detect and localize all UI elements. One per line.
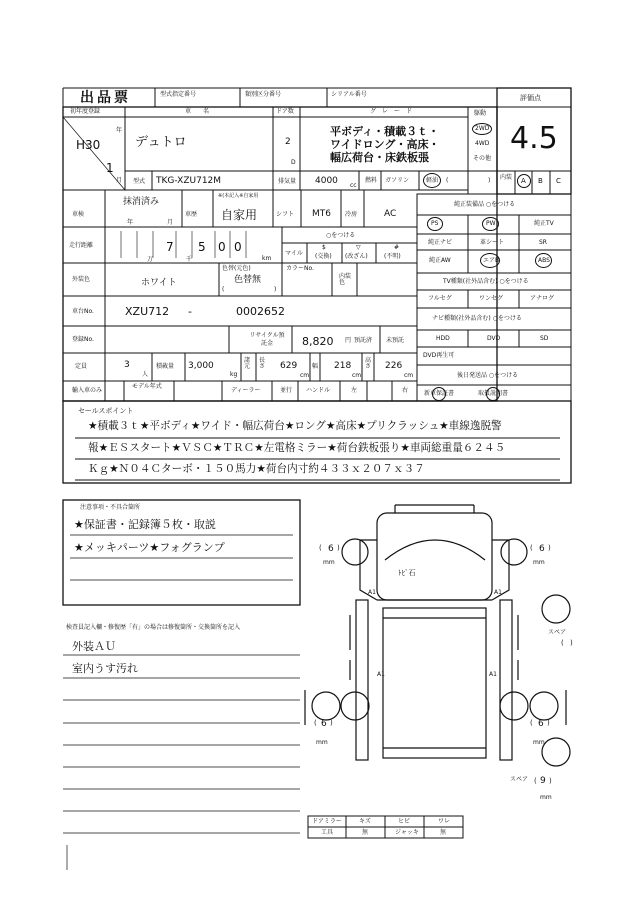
tire-fl-paren-close: ) bbox=[337, 544, 340, 552]
color-change-label: 色替(元色) bbox=[222, 265, 251, 272]
navi-sd: SD bbox=[540, 335, 549, 342]
glass-jack-label: ジャッキ bbox=[395, 829, 419, 836]
capacity-label: 定員 bbox=[75, 363, 88, 370]
tire-rr-paren: ( bbox=[530, 719, 533, 727]
width-unit: cm bbox=[352, 372, 362, 379]
tv-analog: アナログ bbox=[530, 295, 555, 302]
inspector-line-2: 室内うす汚れ bbox=[72, 662, 138, 675]
sales-line-3: Ｋｇ★Ｎ０４Ｃターボ・１５０馬力★荷台内寸約４３３ｘ２０７ｘ３７ bbox=[88, 463, 425, 475]
spare-bottom: 9 bbox=[540, 776, 546, 786]
drive-other: その他 bbox=[473, 155, 492, 162]
height-unit: cm bbox=[404, 372, 414, 379]
inspection-value: 抹消済み bbox=[123, 197, 160, 207]
inspector-title: 検査員記入欄・修復歴「有」の場合は修復箇所・交換箇所を記入 bbox=[66, 624, 241, 631]
equip-tv: 純正TV bbox=[534, 220, 554, 227]
interior-label: 内装 bbox=[500, 174, 513, 181]
displacement-unit: cc bbox=[350, 182, 357, 189]
opt-tamper-sym: ▽ bbox=[356, 244, 361, 251]
interior-a: A bbox=[521, 177, 526, 185]
navi-dvd: DVD bbox=[487, 335, 501, 342]
inspector-line-1: 外装ＡＵ bbox=[72, 640, 116, 653]
spare-bottom-label: スペア bbox=[510, 776, 529, 783]
width-value: 218 bbox=[334, 361, 352, 371]
usage-note: ※(本記入※自家用 bbox=[218, 193, 259, 199]
sales-title: セールスポイント bbox=[78, 407, 134, 415]
tire-fr-unit: mm bbox=[533, 559, 545, 566]
usage-label: 車歴 bbox=[185, 211, 198, 218]
doors-value: 2 bbox=[285, 137, 291, 147]
displacement-label: 排気量 bbox=[278, 178, 297, 185]
equip-sr: SR bbox=[539, 239, 547, 246]
model-value: TKG-XZU712M bbox=[156, 176, 222, 186]
mileage-km-unit: km bbox=[262, 255, 272, 262]
tire-rr-paren-close: ) bbox=[547, 719, 550, 727]
glass-jack-value: 無 bbox=[440, 829, 447, 836]
equip-aw: 純正AW bbox=[429, 257, 451, 264]
width-label: 幅 bbox=[312, 363, 319, 370]
height-label: 高さ bbox=[365, 357, 372, 370]
ac-label: 冷房 bbox=[345, 211, 358, 218]
car-name-label: 車 名 bbox=[185, 108, 210, 115]
grade-label: グ レ ー ド bbox=[370, 108, 413, 115]
mileage-label: 走行距離 bbox=[69, 242, 94, 249]
first-reg-label: 初年度登録 bbox=[70, 108, 101, 115]
fuel-label: 燃料 bbox=[365, 177, 378, 184]
chassis-number: 0002652 bbox=[236, 305, 285, 318]
equip-abs: ABS bbox=[538, 257, 550, 264]
spare-bottom-paren-close: ) bbox=[549, 777, 552, 785]
spare-bottom-paren: ( bbox=[534, 777, 537, 785]
opt-unknown: (不明) bbox=[384, 253, 401, 260]
color-paren-close: ) bbox=[274, 286, 277, 293]
equip-ps: PS bbox=[431, 220, 439, 227]
color-value: ホワイト bbox=[141, 278, 177, 288]
displacement-value: 4000 bbox=[315, 176, 338, 186]
a1-right-front: A1 bbox=[494, 589, 502, 596]
glass-header-scratch: キズ bbox=[359, 818, 371, 825]
drive-4wd: 4WD bbox=[475, 140, 490, 147]
color-label: 外装色 bbox=[72, 276, 91, 283]
color-no-label: カラーNo. bbox=[286, 265, 314, 272]
tire-fr-paren: ( bbox=[530, 544, 533, 552]
mileage-digit-1: 7 bbox=[166, 240, 174, 254]
glass-header-mirror: ドアミラー bbox=[312, 818, 342, 825]
tire-rr: 6 bbox=[538, 719, 544, 729]
recycle-label: リサイクル預託金 bbox=[249, 332, 285, 347]
sheet-title: 出品票 bbox=[80, 90, 131, 106]
spare-bottom-unit: mm bbox=[540, 794, 552, 801]
doors-label: ドア数 bbox=[276, 108, 294, 115]
glass-tools-value: 無 bbox=[362, 829, 369, 836]
fuel-diesel: 軽油 bbox=[426, 177, 439, 184]
length-unit: cm bbox=[300, 372, 310, 379]
inspection-label: 車検 bbox=[72, 211, 85, 218]
tv-oneseg: ワンセグ bbox=[479, 295, 504, 302]
chassis-label: 車台No. bbox=[72, 308, 94, 315]
opt-exchange-sym: $ bbox=[322, 244, 326, 251]
spare-top-label: スペア bbox=[548, 629, 567, 636]
tire-fr-paren-close: ) bbox=[548, 544, 551, 552]
handle-label: ハンドル bbox=[306, 387, 331, 394]
equip-airbag: エアB bbox=[483, 257, 500, 264]
later-warranty: 新車保証書 bbox=[424, 390, 455, 397]
interior-c: C bbox=[556, 177, 561, 185]
car-name: デュトロ bbox=[135, 135, 187, 150]
usage-value: 自家用 bbox=[221, 208, 258, 222]
mileage-circle-note: ○をつける bbox=[326, 232, 356, 239]
opt-unknown-sym: # bbox=[394, 244, 400, 251]
equipment-title: 純正装備品 ○をつける bbox=[454, 201, 516, 208]
chassis-prefix: XZU712 bbox=[125, 305, 170, 318]
shift-value: MT6 bbox=[312, 209, 331, 219]
model-year-label: モデル年式 bbox=[132, 383, 162, 390]
glass-header-crack: ヒビ bbox=[398, 818, 411, 825]
equip-leather: 革シート bbox=[480, 239, 505, 246]
tire-fl: 6 bbox=[328, 544, 334, 554]
a1-right: A1 bbox=[489, 671, 497, 678]
opt-exchange: (交換) bbox=[315, 253, 332, 260]
capacity-unit: 人 bbox=[142, 371, 149, 378]
color-change-value: 色替無 bbox=[234, 275, 262, 285]
tire-rl-unit: mm bbox=[316, 739, 328, 746]
dvd-play: DVD再生可 bbox=[423, 352, 455, 359]
notes-line-2: ★メッキパーツ★フォグランプ bbox=[74, 541, 225, 554]
handle-right: 右 bbox=[402, 387, 409, 394]
interior-b: B bbox=[538, 177, 543, 185]
tv-title: TV種類(社外品含む) ○をつける bbox=[443, 278, 529, 285]
parallel-label: 並行 bbox=[280, 387, 293, 394]
tire-fr: 6 bbox=[539, 544, 545, 554]
opt-tamper: (改ざん) bbox=[345, 253, 368, 260]
equip-navi: 純正ナビ bbox=[428, 239, 453, 246]
serial-label: シリアル番号 bbox=[331, 91, 367, 98]
reg-year: H30 bbox=[76, 138, 101, 152]
grade-line-2: ワイドロング・高床・ bbox=[330, 138, 440, 151]
type-cert-label: 型式指定番号 bbox=[160, 91, 197, 98]
notes-line-1: ★保証書・記録簿５枚・取説 bbox=[74, 518, 216, 531]
mileage-digit-2: 5 bbox=[198, 240, 206, 254]
year-unit: 年 bbox=[116, 127, 123, 134]
tobi-ishi-mark: ﾄﾋﾞ石 bbox=[398, 569, 416, 577]
reg-month: 1 bbox=[106, 161, 114, 175]
tire-rl-paren-close: ) bbox=[330, 719, 333, 727]
color-paren-open: ( bbox=[222, 286, 225, 293]
recycle-paid: 預託済 bbox=[354, 337, 373, 344]
mile-label: マイル bbox=[285, 250, 303, 257]
mileage-digit-3: 0 bbox=[218, 240, 226, 254]
tire-fl-paren: ( bbox=[319, 544, 322, 552]
load-value: 3,000 bbox=[188, 361, 214, 371]
navi-title: ナビ種類(社外品含む) ○をつける bbox=[432, 315, 522, 322]
score-value: 4.5 bbox=[510, 121, 558, 156]
doors-unit: D bbox=[291, 159, 296, 166]
sales-line-2: 報★ＥＳスタート★ＶＳＣ★ＴＲＣ★左電格ミラー★荷台鉄板張り★車両総重量６２４５ bbox=[88, 442, 506, 454]
mileage-digit-4: 0 bbox=[234, 240, 242, 254]
glass-tools-label: 工具 bbox=[321, 829, 334, 836]
load-unit: kg bbox=[230, 371, 238, 378]
tire-rr-unit: mm bbox=[533, 739, 545, 746]
later-manual: 取扱説明書 bbox=[478, 390, 509, 397]
tire-fl-unit: mm bbox=[323, 559, 335, 566]
fuel-paren-open: ( bbox=[446, 177, 449, 184]
notes-title: 注意事項・不具合箇所 bbox=[80, 504, 141, 511]
shift-label: シフト bbox=[276, 211, 295, 218]
recycle-value: 8,820 bbox=[302, 335, 334, 348]
later-title: 後日発送品 ○をつける bbox=[457, 372, 519, 379]
inspection-month-unit: 月 bbox=[167, 219, 174, 226]
model-label: 型式 bbox=[133, 178, 146, 185]
drive-2wd: 2WD bbox=[475, 125, 490, 132]
tire-rl-paren: ( bbox=[314, 719, 317, 727]
fuel-paren-close: ) bbox=[488, 177, 491, 184]
class-label: 類別区分番号 bbox=[245, 91, 282, 98]
a1-left: A1 bbox=[377, 671, 385, 678]
tv-fullseg: フルセグ bbox=[428, 295, 452, 302]
height-value: 226 bbox=[385, 361, 403, 371]
spare-top-paren-close: ) bbox=[570, 639, 573, 647]
score-label: 評価点 bbox=[520, 94, 541, 102]
drive-label: 駆動 bbox=[474, 110, 487, 117]
grade-line-3: 幅広荷台・床鉄板張 bbox=[330, 151, 429, 164]
glass-header-break: ワレ bbox=[438, 818, 451, 825]
ac-value: AC bbox=[384, 209, 397, 219]
inspection-year-unit: 年 bbox=[127, 219, 134, 226]
length-label: 長さ bbox=[259, 357, 266, 370]
import-label: 輸入車のみ bbox=[72, 387, 103, 394]
navi-hdd: HDD bbox=[436, 335, 450, 342]
handle-left: 左 bbox=[351, 387, 358, 394]
recycle-unpaid: 未預託 bbox=[386, 337, 405, 344]
grade-line-1: 平ボディ・積載３ｔ・ bbox=[330, 125, 440, 138]
spare-top-paren: ( bbox=[561, 639, 564, 647]
capacity-value: 3 bbox=[124, 360, 130, 370]
load-label: 積載量 bbox=[156, 363, 175, 370]
a1-left-front: A1 bbox=[368, 589, 376, 596]
dimensions-label: 諸元 bbox=[244, 357, 251, 370]
dealer-label: ディーラー bbox=[231, 387, 261, 394]
sales-line-1: ★積載３ｔ★平ボディ★ワイド・幅広荷台★ロング★高床★プリクラッシュ★車線逸脱警 bbox=[88, 420, 502, 432]
equip-pw: PW bbox=[486, 220, 496, 227]
month-unit: 月 bbox=[116, 177, 123, 184]
interior-color-label: 内装色 bbox=[339, 273, 352, 286]
recycle-unit: 円 bbox=[345, 337, 352, 344]
fuel-gasoline: ガソリン bbox=[385, 177, 410, 184]
reg-no-label: 登録No. bbox=[72, 336, 94, 343]
mileage-man-unit: 万 bbox=[147, 256, 154, 263]
mileage-sen-unit: 千 bbox=[186, 256, 193, 263]
length-value: 629 bbox=[280, 361, 298, 371]
tire-rl: 6 bbox=[321, 719, 327, 729]
chassis-dash: - bbox=[188, 305, 192, 318]
